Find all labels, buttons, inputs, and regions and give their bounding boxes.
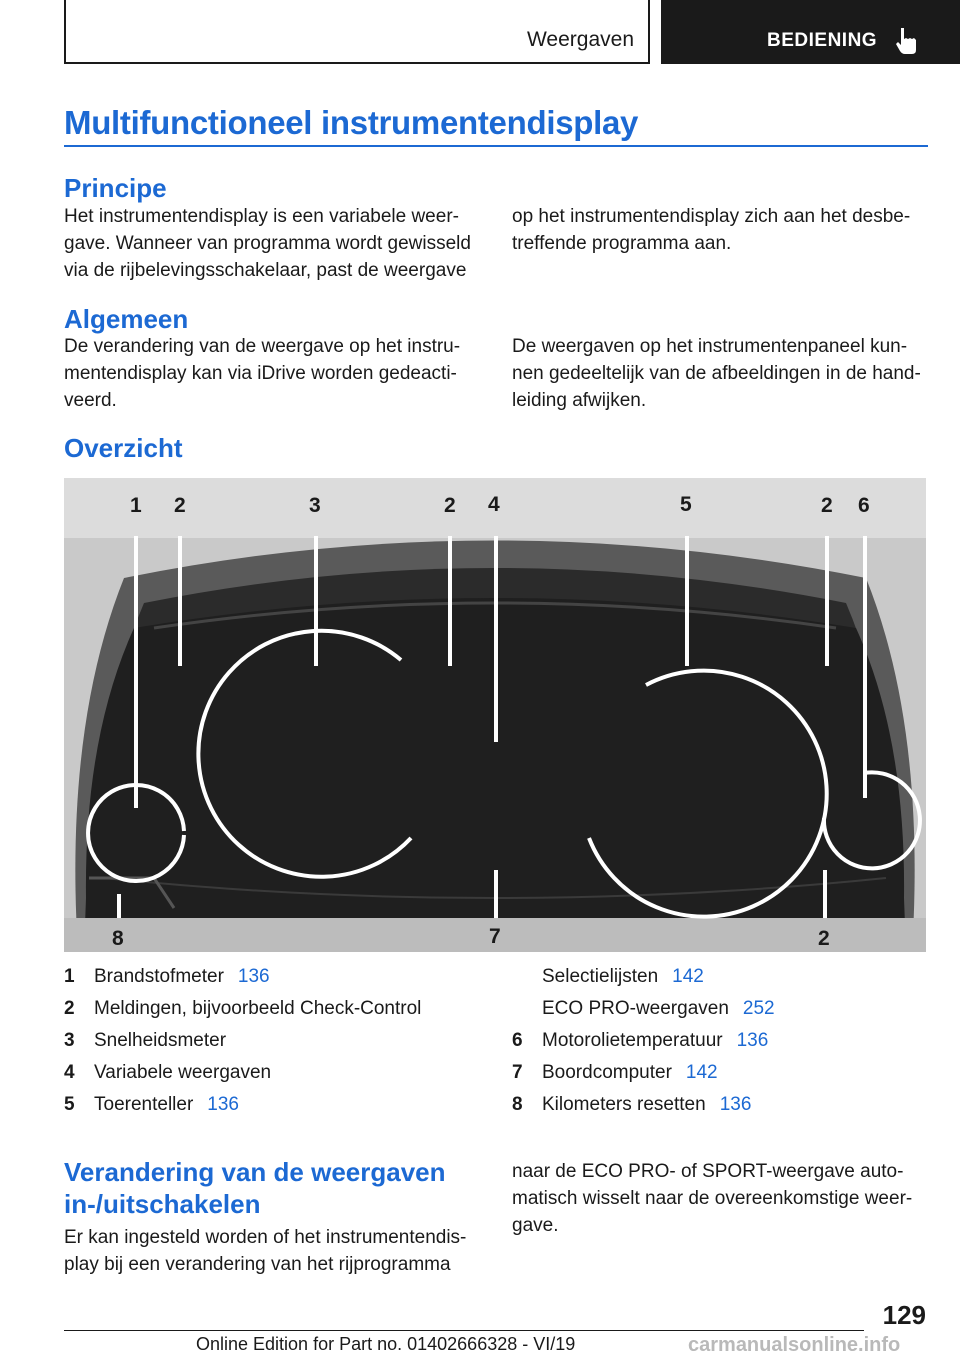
legend-item — [64, 1094, 484, 1126]
header-chapter-tab — [661, 0, 960, 64]
callout-label-7: 7 — [489, 925, 501, 948]
watermark: carmanualsonline.info — [688, 1334, 901, 1356]
legend-number: 5 — [64, 1094, 75, 1115]
callout-label-3: 3 — [309, 494, 321, 517]
principe-text-col1: Het instrumentendisplay is een variabele weer-gave. Wanneer van programma wordt gewisseld via de rijbelevingsschakelaar, past de weergave — [64, 206, 471, 281]
legend-item — [512, 998, 928, 1030]
heading-algemeen: Algemeen — [64, 304, 189, 334]
principe-text-col2: op het instrumentendisplay zich aan het desbe-treffende programma aan. — [512, 206, 911, 254]
legend-number: 8 — [512, 1094, 523, 1115]
callout-label-2d: 2 — [818, 927, 830, 950]
page-reference-link[interactable]: 142 — [685, 1062, 718, 1083]
legend-number: 6 — [512, 1030, 523, 1051]
legend-item — [64, 1030, 484, 1062]
legend-item — [512, 1062, 928, 1094]
legend-label: Boordcomputer — [542, 1062, 672, 1083]
legend-number: 3 — [64, 1030, 75, 1051]
heading-verandering-line2: in-/uitschakelen — [64, 1189, 261, 1219]
page-reference-link[interactable]: 142 — [672, 966, 704, 987]
legend-item — [512, 966, 928, 998]
page-reference-link[interactable]: 136 — [207, 1094, 239, 1115]
callout-label-2a: 2 — [174, 494, 186, 517]
legend-item — [64, 966, 484, 998]
title-rule — [64, 145, 928, 147]
page-reference-link[interactable]: 136 — [736, 1030, 769, 1051]
header-chapter-label: BEDIENING — [767, 30, 878, 51]
legend-label: Selectielijsten — [542, 966, 659, 987]
legend-item — [64, 1062, 484, 1094]
callout-label-6: 6 — [858, 494, 870, 517]
callout-label-1: 1 — [130, 494, 142, 517]
page-reference-link[interactable]: 136 — [237, 966, 270, 987]
legend-label: ECO PRO-weergaven — [542, 998, 729, 1019]
pointing-hand-icon — [895, 26, 921, 56]
verandering-text-col1: Er kan ingesteld worden of het instrumentendis-play bij een verandering van het rijprogramma — [64, 1227, 467, 1275]
header-section-box — [64, 0, 650, 64]
page-number: 129 — [882, 1300, 926, 1330]
legend-label: Motorolietemperatuur — [542, 1030, 723, 1051]
legend-number: 4 — [64, 1062, 75, 1083]
callout-label-2c: 2 — [821, 494, 833, 517]
callout-label-5: 5 — [680, 493, 692, 516]
footer-rule — [64, 1330, 864, 1331]
legend-label: Kilometers resetten — [542, 1094, 706, 1115]
algemeen-text-col2: De weergaven op het instrumentenpaneel kun-nen gedeeltelijk van de afbeeldingen in de hand-leiding afwijken. — [512, 336, 921, 411]
callout-label-2b: 2 — [444, 494, 456, 517]
page-title: Multifunctioneel instrumentendisplay — [64, 104, 639, 141]
legend-list-right — [512, 966, 928, 1126]
legend-list-left — [64, 966, 484, 1126]
callout-label-8: 8 — [112, 927, 124, 950]
callout-label-4: 4 — [488, 493, 500, 516]
heading-principe: Principe — [64, 173, 167, 203]
heading-overzicht: Overzicht — [64, 433, 183, 463]
legend-number: 2 — [64, 998, 75, 1019]
legend-number: 1 — [64, 966, 75, 987]
page-reference-link[interactable]: 136 — [719, 1094, 752, 1115]
legend-number: 7 — [512, 1062, 523, 1083]
page-reference-link[interactable]: 252 — [742, 998, 775, 1019]
legend-label: Variabele weergaven — [94, 1062, 272, 1083]
legend-item — [512, 1030, 928, 1062]
legend-label: Snelheidsmeter — [94, 1030, 227, 1051]
legend-label: Toerenteller — [94, 1094, 194, 1115]
instrument-cluster-figure — [64, 478, 926, 952]
heading-verandering — [64, 1156, 446, 1220]
legend-item — [512, 1094, 928, 1126]
legend-label: Brandstofmeter — [94, 966, 224, 987]
header-section-label: Weergaven — [526, 28, 634, 51]
footer-edition-text: Online Edition for Part no. 01402666328 - VI/19 — [196, 1334, 576, 1354]
legend-item — [64, 998, 484, 1030]
verandering-text-col2: naar de ECO PRO- of SPORT-weergave auto-matisch wisselt naar de overeenkomstige weer-gave. — [512, 1161, 913, 1236]
algemeen-text-col1: De verandering van de weergave op het instru-mentendisplay kan via iDrive worden gedeacti-veerd. — [64, 336, 461, 411]
heading-verandering-line1: Verandering van de weergaven — [64, 1157, 446, 1187]
legend-label: Meldingen, bijvoorbeeld Check-Control — [94, 998, 422, 1019]
